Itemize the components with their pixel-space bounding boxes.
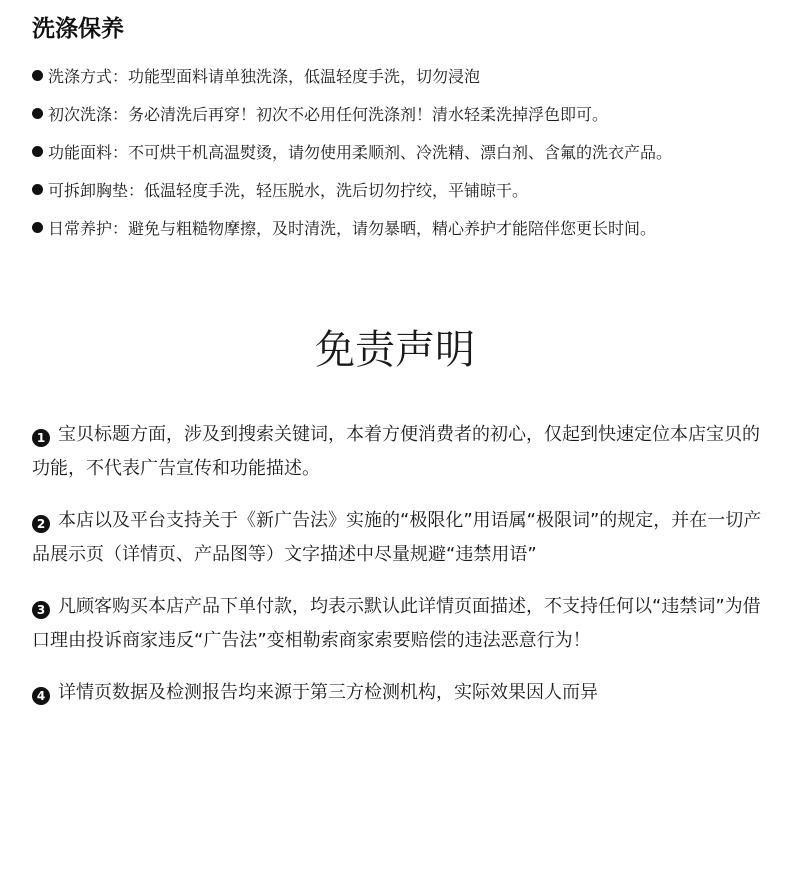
care-item-functional-fabric: [32, 132, 772, 170]
disclaimer-text: 凡顾客购买本店产品下单付款，均表示默认此详情页面描述，不支持任何以“违禁词”为借口理由投诉商家违反“广告法”变相勒索商家索要赔偿的违法恶意行为！: [32, 596, 761, 651]
care-item-label: 功能面料：: [48, 142, 129, 162]
disclaimer-list: [32, 418, 772, 710]
number-badge-icon: 3: [32, 601, 50, 619]
number-badge-icon: 4: [32, 687, 50, 705]
care-item-text: 务必清洗后再穿！初次不必用任何洗涤剂！清水轻柔洗掉浮色即可。: [128, 104, 609, 124]
disclaimer-text: 本店以及平台支持关于《新广告法》实施的“极限化”用语属“极限词”的规定，并在一切产品展示页（详情页、产品图等）文字描述中尽量规避“违禁用语”: [32, 510, 762, 565]
care-item-daily-care: [32, 208, 772, 246]
disclaimer-title: 免责声明: [315, 327, 475, 373]
number-badge-icon: 1: [32, 429, 50, 447]
care-item-label: 日常养护：: [48, 218, 129, 238]
number-badge-icon: 2: [32, 515, 50, 533]
care-section: [32, 14, 772, 246]
care-item-label: 洗涤方式：: [48, 66, 129, 86]
care-item-text: 不可烘干机高温熨烫，请勿使用柔顺剂、冷洗精、漂白剂、含氟的洗衣产品。: [128, 142, 673, 162]
care-item-wash-method: [32, 56, 772, 94]
disclaimer-item-3: [32, 590, 772, 658]
bullet-icon: [32, 184, 43, 195]
care-item-text: 避免与粗糙物摩擦，及时清洗，请勿暴晒，精心养护才能陪伴您更长时间。: [128, 218, 657, 238]
care-item-text: 功能型面料请单独洗涤，低温轻度手洗，切勿浸泡: [128, 66, 481, 86]
bullet-icon: [32, 70, 43, 81]
disclaimer-item-2: [32, 504, 772, 572]
care-title: 洗涤保养: [32, 16, 124, 42]
bullet-icon: [32, 146, 43, 157]
bullet-icon: [32, 222, 43, 233]
care-item-label: 可拆卸胸垫：: [48, 180, 145, 200]
care-item-text: 低温轻度手洗，轻压脱水，洗后切勿拧绞，平铺晾干。: [144, 180, 529, 200]
care-item-removable-pad: [32, 170, 772, 208]
care-item-first-wash: [32, 94, 772, 132]
disclaimer-text: 宝贝标题方面，涉及到搜索关键词，本着方便消费者的初心，仅起到快速定位本店宝贝的功能，不代表广告宣传和功能描述。: [32, 424, 760, 479]
care-item-label: 初次洗涤：: [48, 104, 129, 124]
disclaimer-text: 详情页数据及检测报告均来源于第三方检测机构，实际效果因人而异: [58, 682, 598, 703]
disclaimer-item-4: [32, 676, 772, 710]
bullet-icon: [32, 108, 43, 119]
disclaimer-item-1: [32, 418, 772, 486]
